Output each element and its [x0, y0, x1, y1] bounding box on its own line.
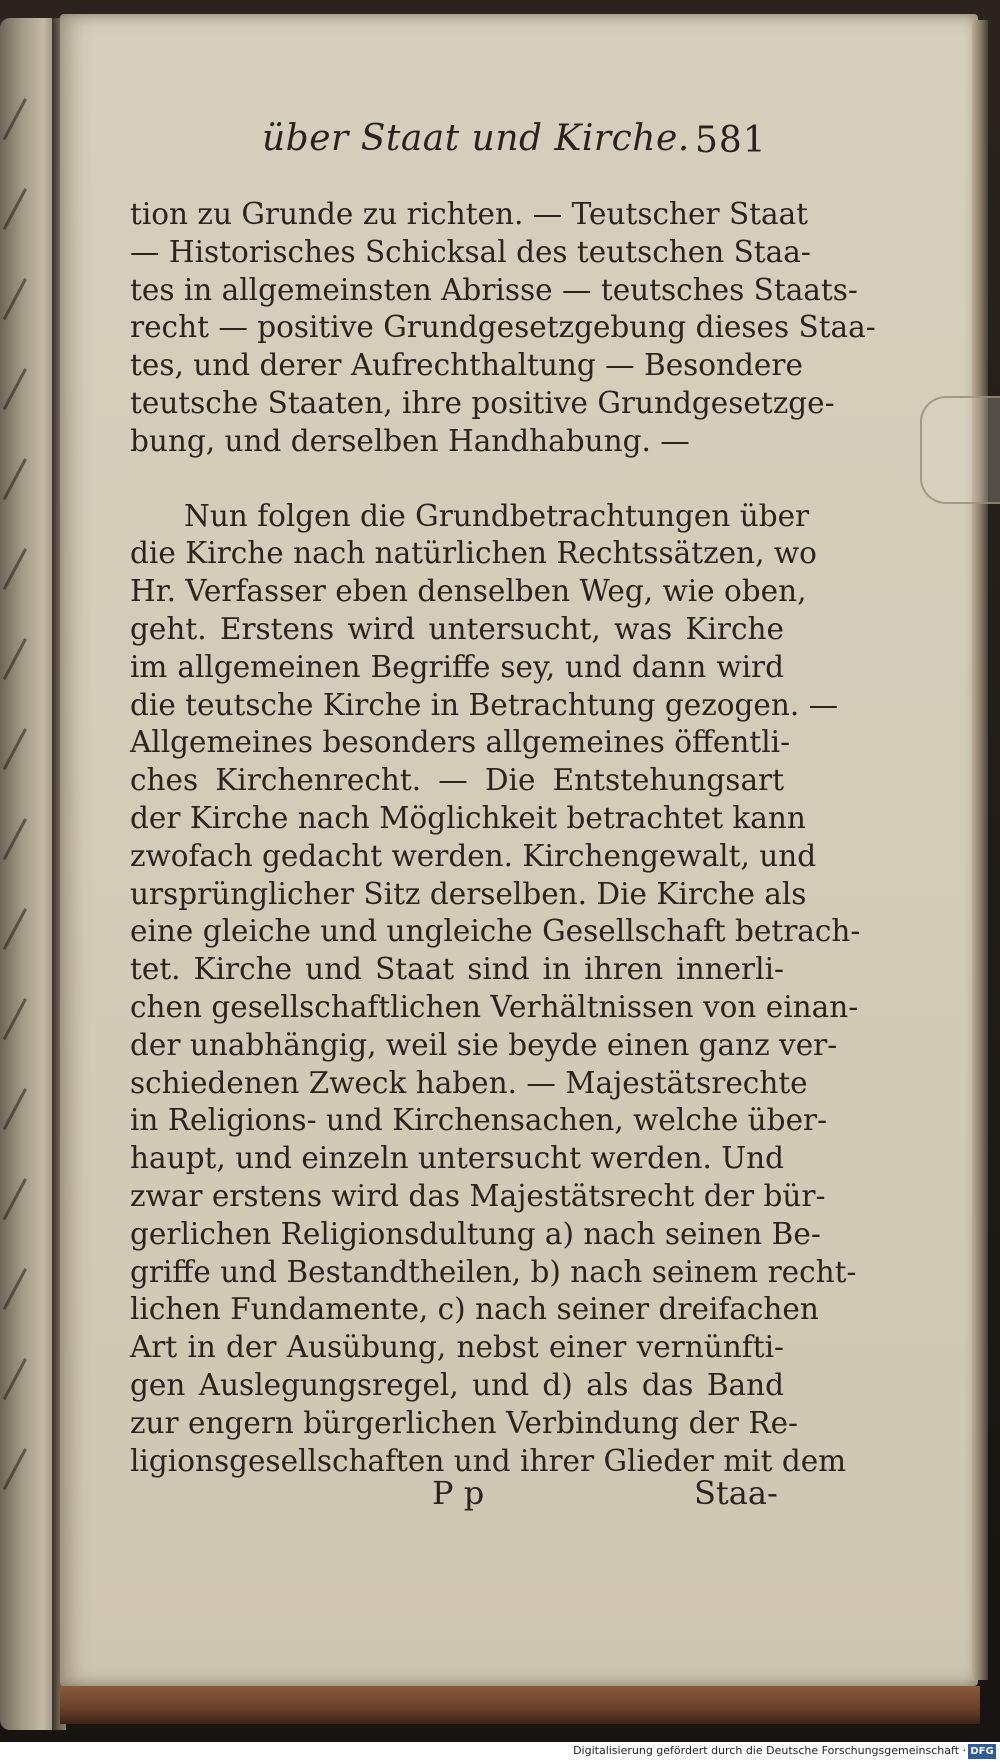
text-line: zwofach gedacht werden. Kirchengewalt, und	[130, 838, 817, 873]
text-line: im allgemeinen Begriffe sey, und dann wird	[130, 649, 784, 684]
text-line: recht — positive Grundgesetzgebung dieses Staa-	[130, 310, 876, 345]
text-line: gen Auslegungsregel, und d) als das Band	[130, 1367, 784, 1402]
book-bottom-edge	[60, 1686, 980, 1724]
text-line: die Kirche nach natürlichen Rechtssätzen, wo	[130, 536, 817, 571]
text-line: gerlichen Religionsdultung a) nach seinen Be-	[130, 1216, 821, 1251]
text-line: die teutsche Kirche in Betrachtung gezogen. —	[130, 687, 839, 722]
text-line: tet. Kirche und Staat sind in ihren innerli-	[130, 952, 784, 987]
credit-text: Digitalisierung gefördert durch die Deutsche Forschungsgemeinschaft ·	[573, 1744, 966, 1757]
text-line: — Historisches Schicksal des teutschen Staa-	[130, 234, 811, 269]
text-line: zur engern bürgerlichen Verbindung der Re-	[130, 1405, 799, 1440]
page-clip	[920, 396, 1000, 504]
text-line: bung, und derselben Handhabung. —	[130, 423, 690, 458]
text-line: Hr. Verfasser eben denselben Weg, wie oben,	[130, 574, 807, 609]
text-line: der Kirche nach Möglichkeit betrachtet kann	[130, 800, 806, 835]
text-line: in Religions- und Kirchensachen, welche über-	[130, 1103, 828, 1138]
credit-bar	[0, 1742, 1000, 1762]
text-line: tion zu Grunde zu richten. — Teutscher Staat	[130, 197, 809, 231]
text-line: griffe und Bestandtheilen, b) nach seinem recht-	[130, 1254, 857, 1289]
text-line: lichen Fundamente, c) nach seiner dreifachen	[130, 1292, 819, 1327]
page-stack-edge	[972, 20, 988, 1680]
text-line: chen gesellschaftlichen Verhältnissen von einan-	[130, 989, 859, 1024]
text-line: Nun folgen die Grundbetrachtungen über	[184, 498, 810, 533]
text-line: schiedenen Zweck haben. — Majestätsrechte	[130, 1065, 808, 1100]
text-line: ursprünglicher Sitz derselben. Die Kirche als	[130, 876, 807, 911]
text-line: ligionsgesellschaften und ihrer Glieder mit dem	[130, 1443, 847, 1478]
text-line: der unabhängig, weil sie beyde einen ganz ver-	[130, 1027, 838, 1062]
signature-mark: P p	[432, 1474, 485, 1512]
text-line: ches Kirchenrecht. — Die Entstehungsart	[130, 763, 784, 798]
page-number: 581	[695, 120, 767, 161]
body-text	[130, 196, 876, 1480]
text-line: zwar erstens wird das Majestätsrecht der bür-	[130, 1178, 826, 1213]
text-line: geht. Erstens wird untersucht, was Kirche	[130, 611, 784, 646]
text-line: Art in der Ausübung, nebst einer vernünfti-	[130, 1330, 784, 1365]
text-line: Allgemeines besonders allgemeines öffentli-	[130, 725, 791, 760]
text-line: eine gleiche und ungleiche Gesellschaft betrach-	[130, 914, 861, 949]
dfg-logo: DFG	[968, 1744, 996, 1759]
paragraph-2	[130, 498, 861, 1481]
text-line: teutsche Staaten, ihre positive Grundgesetzge-	[130, 385, 835, 420]
paragraph-1	[130, 196, 876, 461]
text-line: haupt, und einzeln untersucht werden. Und	[130, 1141, 784, 1176]
text-line: tes in allgemeinsten Abrisse — teutsches Staats-	[130, 272, 858, 307]
running-head: über Staat und Kirche.	[262, 118, 690, 159]
catchword: Staa-	[694, 1474, 778, 1512]
text-line: tes, und derer Aufrechthaltung — Besondere	[130, 348, 803, 383]
facing-page-edge	[0, 18, 58, 1730]
